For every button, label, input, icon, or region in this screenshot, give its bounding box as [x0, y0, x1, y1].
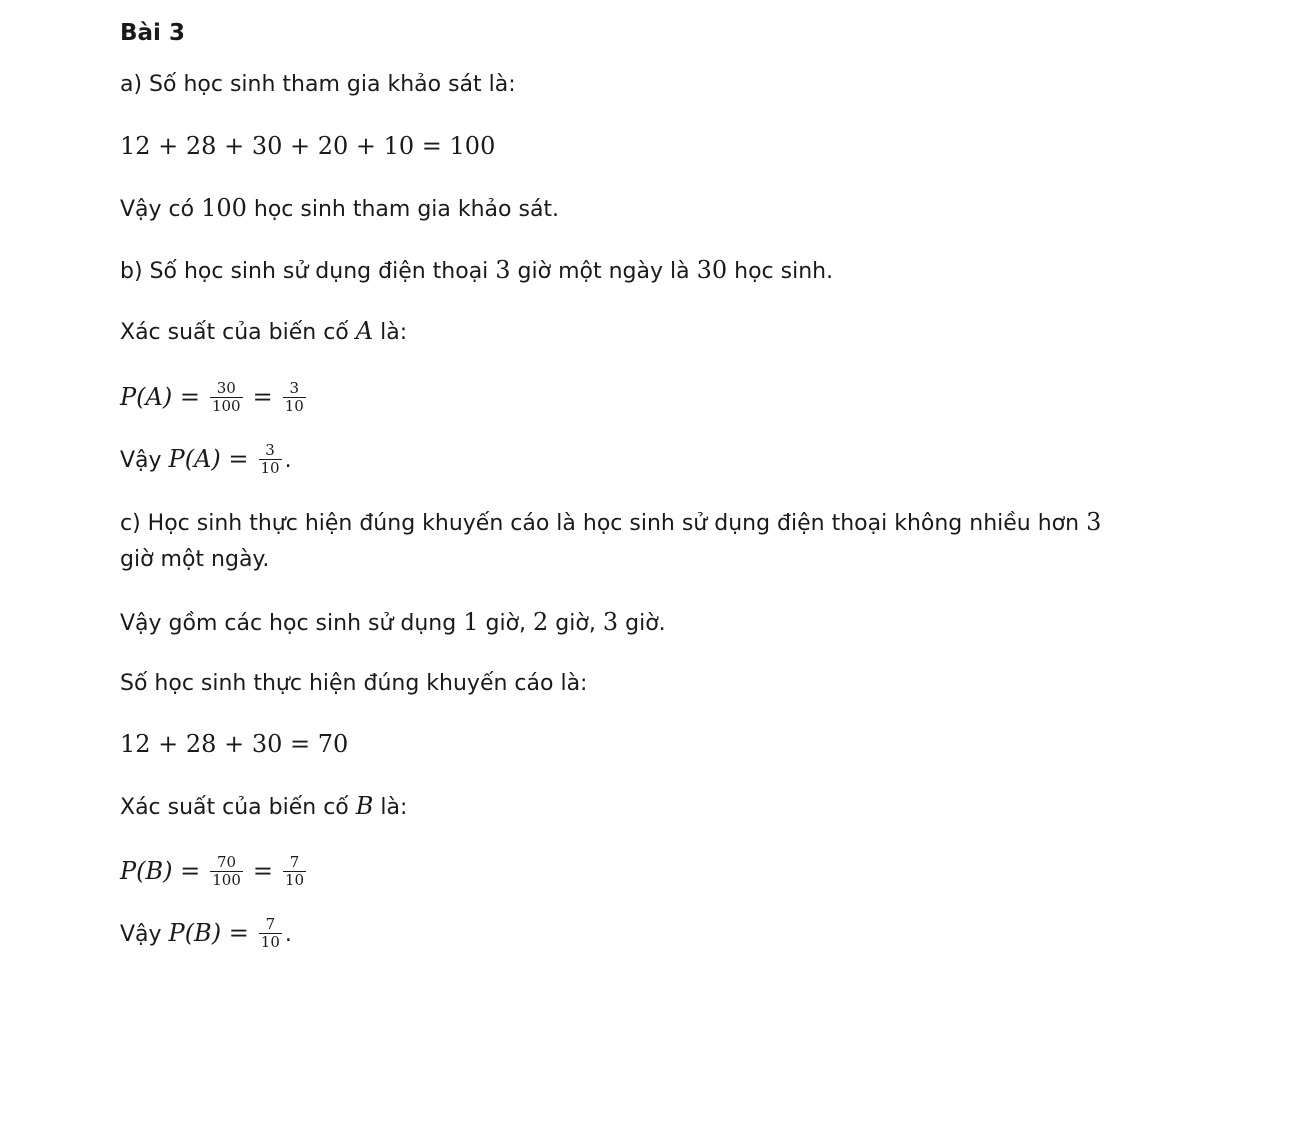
part-b-conclusion: Vậy P(A) = $\frac{3}{10}$ . — [120, 440, 292, 477]
fraction: $\frac{3}{10}$ — [284, 378, 304, 415]
part-c-statement-cont: giờ một ngày. — [120, 547, 270, 572]
part-b-statement: b) Số học sinh sử dụng điện thoại 3 giờ một ngày là 30 học sinh. — [120, 256, 834, 284]
fraction: $\frac{3}{10}$ — [260, 440, 280, 477]
part-b-probability-intro: Xác suất của biến cố A là: — [120, 317, 408, 345]
fraction: $\frac{30}{100}$ — [211, 378, 241, 415]
fraction: $\frac{70}{100}$ — [212, 852, 241, 889]
part-c-hours: Vậy gồm các học sinh sử dụng 1 giờ, 2 giờ, 3 giờ. — [120, 608, 666, 636]
part-c-statement: c) Học sinh thực hiện đúng khuyến cáo là học sinh sử dụng điện thoại không nhiều hơn 3 — [120, 508, 1102, 536]
part-c-count-intro: Số học sinh thực hiện đúng khuyến cáo là: — [120, 671, 588, 696]
part-c-equation: 12 + 28 + 30 = 70 — [120, 730, 349, 758]
part-a-intro: a) Số học sinh tham gia khảo sát là: — [120, 72, 516, 97]
part-a-conclusion: Vậy có 100 học sinh tham gia khảo sát. — [120, 194, 560, 222]
exercise-title: Bài 3 — [120, 20, 185, 46]
part-b-probability-equation: P(A) = $\frac{30}{100}$ = $\frac{3}{10}$ — [120, 378, 304, 415]
part-c-probability-intro: Xác suất của biến cố B là: — [120, 792, 408, 820]
part-c-probability-equation: P(B) = $\frac{70}{100}$ = $\frac{7}{10}$ — [120, 852, 305, 889]
fraction: $\frac{7}{10}$ — [260, 914, 280, 951]
fraction: $\frac{7}{10}$ — [285, 852, 305, 889]
part-a-equation: 12 + 28 + 30 + 20 + 10 = 100 — [120, 132, 496, 160]
part-c-conclusion: Vậy P(B) = $\frac{7}{10}$ . — [120, 914, 292, 951]
